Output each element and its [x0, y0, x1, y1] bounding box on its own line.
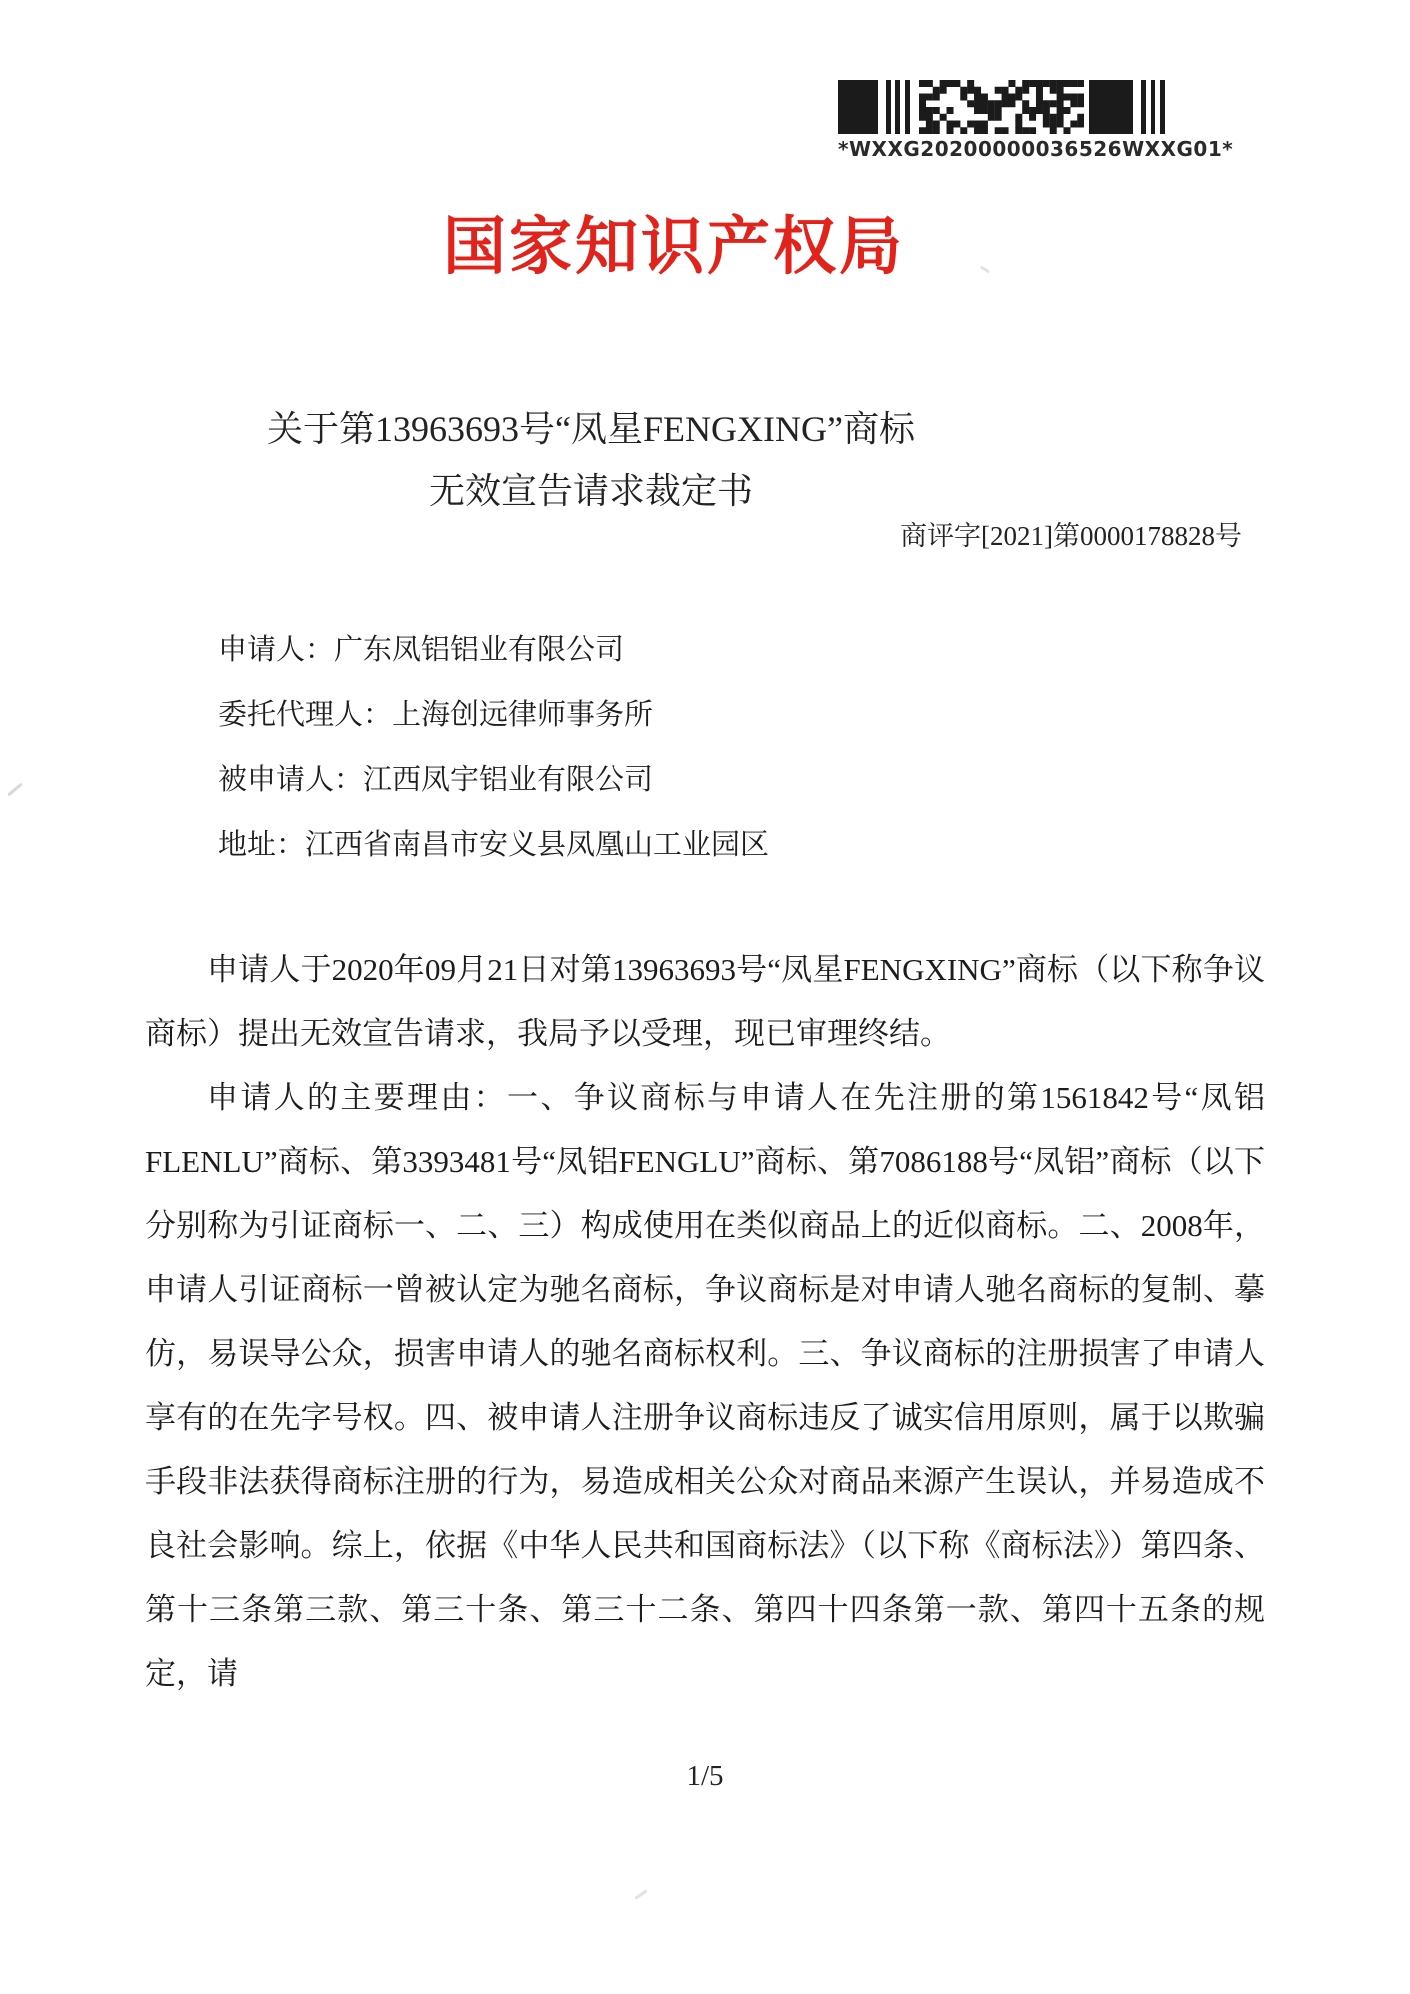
barcode — [838, 80, 1234, 161]
body-paragraph: 申请人于2020年09月21日对第13963693号“凤星FENGXING”商标（以下称争议商标）提出无效宣告请求，我局予以受理，现已审理终结。 — [145, 952, 1265, 1051]
barcode-bar — [1160, 80, 1165, 134]
party-line-applicant: 申请人：广东凤铝铝业有限公司 — [218, 634, 625, 666]
parties-block — [218, 618, 769, 878]
barcode-text: *WXXG20200000036526WXXG01* — [838, 137, 1234, 161]
scan-artifact — [7, 783, 23, 797]
party-line-respondent: 被申请人：江西凤宇铝业有限公司 — [218, 764, 654, 796]
party-line-address: 地址：江西省南昌市安义县凤凰山工业园区 — [218, 829, 770, 861]
body-paragraph: 申请人的主要理由：一、争议商标与申请人在先注册的第1561842号“凤铝 FLENLU”商标、第3393481号“凤铝FENGLU”商标、第7086188号“凤铝”商标（以下分别称为引证商标一、二、三）构成使用在类似商品上的近似商标。二、2008年，申请人引证商标一曾被认定为驰名商标，争议商标是对申请人驰名商标的复制、摹仿，易误导公众，损害申请人的驰名商标权利。三、争议商标的注册损害了申请人享有的在先字号权。四、被申请人注册争议商标违反了诚实信用原则，属于以欺骗手段非法获得商标注册的行为，易造成相关公众对商品来源产生误认，并易造成不良社会影响。综上，依据《中华人民共和国商标法》（以下称《商标法》）第四条、第十三条第三款、第三十条、第三十二条、第四十四条第一款、第四十五条的规定，请 — [145, 1080, 1265, 1691]
page-number: 1/5 — [686, 1760, 724, 1792]
body-text — [145, 938, 1265, 1706]
barcode-matrix — [919, 80, 1083, 134]
barcode-block — [838, 80, 878, 134]
document-title-line2: 无效宣告请求裁定书 — [428, 471, 753, 511]
document-title-line1: 关于第13963693号“凤星FENGXING”商标 — [267, 409, 915, 449]
document-title — [145, 398, 1265, 522]
party-line-agent: 委托代理人：上海创远律师事务所 — [218, 699, 654, 731]
barcode-image — [838, 80, 1165, 134]
barcode-block — [1089, 80, 1133, 134]
scan-artifact — [634, 1889, 647, 1899]
decision-number: 商评字[2021]第0000178828号 — [900, 521, 1242, 551]
agency-title: 国家知识产权局 — [443, 212, 905, 282]
